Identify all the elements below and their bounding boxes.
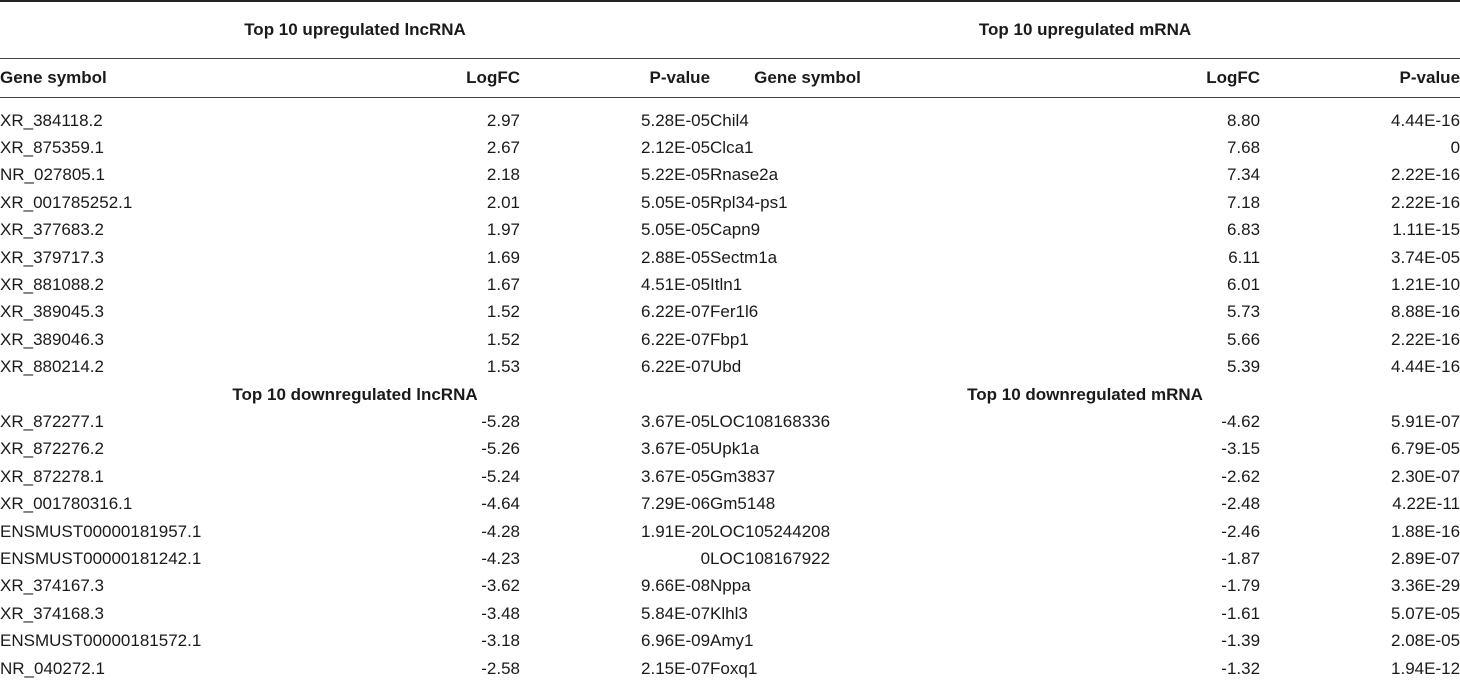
- lncrna-pvalue: 2.15E-07: [641, 658, 711, 678]
- lncrna-logfc: 1.52: [486, 302, 520, 322]
- mrna-gene-symbol: LOC108168336: [710, 411, 831, 431]
- lncrna-pvalue-header: P-value: [520, 59, 710, 98]
- lncrna-logfc: -3.18: [481, 631, 520, 651]
- mrna-logfc: 5.39: [1226, 357, 1261, 377]
- mrna-gene-symbol: LOC108167922: [710, 548, 831, 568]
- mrna-pvalue: 2.22E-16: [1391, 165, 1460, 185]
- table-row: [0, 299, 1460, 326]
- mrna-pvalue: 5.91E-07: [1391, 411, 1460, 431]
- table-row: [0, 217, 1460, 244]
- lncrna-pvalue: 6.22E-07: [641, 357, 711, 377]
- column-header-row: [0, 59, 1460, 98]
- mrna-gene-symbol: Ubd: [710, 357, 742, 377]
- mrna-gene-symbol: Rpl34-ps1: [710, 192, 788, 212]
- lncrna-logfc: -4.23: [481, 548, 520, 568]
- table-row: [0, 627, 1460, 654]
- lncrna-gene-symbol: XR_374168.3: [0, 603, 104, 623]
- lncrna-logfc: -5.26: [481, 439, 520, 459]
- lncrna-gene-symbol: ENSMUST00000181572.1: [0, 631, 202, 651]
- lncrna-gene-symbol: XR_389046.3: [0, 329, 104, 349]
- table-row: [0, 490, 1460, 517]
- mrna-logfc: 7.68: [1226, 138, 1261, 158]
- mrna-gene-symbol: Chil4: [710, 110, 749, 130]
- lncrna-gene-symbol: XR_379717.3: [0, 247, 104, 267]
- mrna-logfc: -1.32: [1221, 658, 1261, 678]
- mrna-logfc: 5.73: [1226, 302, 1261, 322]
- lncrna-gene-symbol: XR_389045.3: [0, 302, 104, 322]
- lncrna-logfc: -4.28: [481, 521, 520, 541]
- lncrna-up-title: Top 10 upregulated lncRNA: [0, 1, 710, 59]
- lncrna-pvalue: 0: [700, 548, 711, 568]
- lncrna-down-title: Top 10 downregulated lncRNA: [232, 384, 478, 404]
- mrna-pvalue: 2.22E-16: [1391, 329, 1460, 349]
- mrna-gene-symbol: Gm5148: [710, 494, 776, 514]
- mrna-up-title: Top 10 upregulated mRNA: [710, 1, 1460, 59]
- mrna-logfc: 7.18: [1226, 192, 1261, 212]
- mrna-gene-symbol: Foxq1: [710, 658, 758, 678]
- lncrna-pvalue: 5.05E-05: [641, 192, 711, 212]
- table-row: [0, 134, 1460, 161]
- lncrna-pvalue: 6.22E-07: [641, 302, 711, 322]
- mrna-logfc: 6.01: [1226, 275, 1261, 295]
- lncrna-gene-symbol: NR_040272.1: [0, 658, 105, 678]
- mrna-pvalue-header: P-value: [1260, 59, 1460, 98]
- mrna-pvalue: 1.94E-12: [1391, 658, 1460, 678]
- lncrna-gene-symbol: ENSMUST00000181242.1: [0, 548, 202, 568]
- lncrna-logfc: 1.52: [486, 329, 520, 349]
- mrna-gene-symbol: Upk1a: [710, 439, 760, 459]
- mrna-pvalue: 5.07E-05: [1391, 603, 1460, 623]
- mrna-logfc: 6.83: [1226, 220, 1261, 240]
- lncrna-gene-symbol: NR_027805.1: [0, 165, 105, 185]
- lncrna-pvalue: 5.22E-05: [641, 165, 711, 185]
- lncrna-pvalue: 3.67E-05: [641, 466, 711, 486]
- mrna-logfc: -3.15: [1221, 439, 1261, 459]
- table-row: [0, 573, 1460, 600]
- lncrna-pvalue: 3.67E-05: [641, 439, 711, 459]
- lncrna-logfc: 1.53: [486, 357, 520, 377]
- lncrna-logfc: 2.97: [486, 110, 520, 130]
- mrna-gene-symbol: Itln1: [710, 275, 743, 295]
- lncrna-pvalue: 5.84E-07: [641, 603, 711, 623]
- mrna-down-title: Top 10 downregulated mRNA: [967, 384, 1203, 404]
- table-row: [0, 189, 1460, 216]
- lncrna-pvalue: 5.28E-05: [641, 110, 711, 130]
- table-row: [0, 107, 1460, 134]
- lncrna-logfc-header: LogFC: [290, 59, 520, 98]
- mrna-gene-symbol: Fbp1: [710, 329, 749, 349]
- mrna-pvalue: 3.74E-05: [1391, 247, 1460, 267]
- mrna-logfc: -1.79: [1221, 576, 1261, 596]
- mrna-logfc: -2.48: [1221, 494, 1261, 514]
- mrna-logfc: 7.34: [1226, 165, 1261, 185]
- lncrna-gene-symbol: XR_881088.2: [0, 275, 104, 295]
- lncrna-logfc: 2.18: [486, 165, 520, 185]
- mrna-gene-symbol: Amy1: [710, 631, 754, 651]
- mrna-logfc: -1.87: [1221, 548, 1261, 568]
- table-title-row: [0, 1, 1460, 59]
- mrna-logfc: 6.11: [1228, 247, 1261, 267]
- lncrna-gene-symbol: ENSMUST00000181957.1: [0, 521, 202, 541]
- mrna-logfc: -1.61: [1221, 603, 1261, 623]
- lncrna-pvalue: 2.12E-05: [641, 138, 711, 158]
- mrna-pvalue: 4.22E-11: [1392, 494, 1460, 514]
- table-row: [0, 655, 1460, 682]
- mrna-gene-symbol: Klhl3: [710, 603, 748, 623]
- mrna-gene-symbol: Clca1: [710, 138, 754, 158]
- mrna-gene-symbol: Nppa: [710, 576, 751, 596]
- lncrna-logfc: 1.69: [486, 247, 520, 267]
- mrna-gene-symbol: Fer1l6: [710, 302, 759, 322]
- mrna-pvalue: 8.88E-16: [1391, 302, 1460, 322]
- mrna-logfc: 5.66: [1226, 329, 1261, 349]
- lncrna-logfc: 1.67: [486, 275, 520, 295]
- downregulated-section-row: [0, 381, 1460, 408]
- table-row: [0, 545, 1460, 572]
- lncrna-pvalue: 4.51E-05: [641, 275, 711, 295]
- lncrna-pvalue: 6.96E-09: [641, 631, 711, 651]
- mrna-pvalue: 1.21E-10: [1391, 275, 1460, 295]
- lncrna-logfc: -2.58: [481, 658, 520, 678]
- mrna-pvalue: 2.89E-07: [1391, 548, 1460, 568]
- mrna-gene-symbol: Capn9: [710, 220, 761, 240]
- spacer-row: [0, 98, 1460, 108]
- lncrna-gene-symbol: XR_001780316.1: [0, 494, 133, 514]
- lncrna-gene-symbol: XR_872276.2: [0, 439, 104, 459]
- lncrna-gene-symbol: XR_001785252.1: [0, 192, 133, 212]
- lncrna-logfc: -5.28: [481, 411, 520, 431]
- table-row: [0, 436, 1460, 463]
- mrna-pvalue: 2.30E-07: [1391, 466, 1460, 486]
- lncrna-gene-symbol: XR_872277.1: [0, 411, 104, 431]
- lncrna-pvalue: 9.66E-08: [641, 576, 711, 596]
- table-row: [0, 244, 1460, 271]
- mrna-pvalue: 4.44E-16: [1391, 357, 1460, 377]
- lncrna-pvalue: 6.22E-07: [641, 329, 711, 349]
- lncrna-logfc: 2.67: [486, 138, 520, 158]
- mrna-logfc: -1.39: [1221, 631, 1261, 651]
- mrna-gene-symbol: Gm3837: [710, 466, 776, 486]
- lncrna-pvalue: 5.05E-05: [641, 220, 711, 240]
- mrna-logfc: -2.46: [1221, 521, 1261, 541]
- table-row: [0, 271, 1460, 298]
- lncrna-gene-symbol: XR_880214.2: [0, 357, 104, 377]
- mrna-logfc: -4.62: [1221, 411, 1261, 431]
- lncrna-logfc: -3.48: [481, 603, 520, 623]
- mrna-pvalue: 0: [1450, 138, 1460, 158]
- mrna-pvalue: 2.08E-05: [1391, 631, 1460, 651]
- lncrna-pvalue: 1.91E-20: [641, 521, 711, 541]
- lncrna-gene-symbol: XR_872278.1: [0, 466, 104, 486]
- table-row: [0, 518, 1460, 545]
- table-row: [0, 354, 1460, 381]
- lncrna-logfc: -5.24: [481, 466, 520, 486]
- lncrna-pvalue: 7.29E-06: [641, 494, 711, 514]
- lncrna-logfc: -4.64: [481, 494, 520, 514]
- mrna-logfc: -2.62: [1221, 466, 1261, 486]
- table-row: [0, 326, 1460, 353]
- mrna-gene-symbol: Rnase2a: [710, 165, 779, 185]
- lncrna-logfc: 1.97: [486, 220, 520, 240]
- mrna-pvalue: 4.44E-16: [1391, 110, 1460, 130]
- mrna-pvalue: 1.88E-16: [1391, 521, 1460, 541]
- mrna-logfc-header: LogFC: [905, 59, 1260, 98]
- table-row: [0, 463, 1460, 490]
- mrna-pvalue: 6.79E-05: [1391, 439, 1460, 459]
- mrna-logfc: 8.80: [1226, 110, 1261, 130]
- lncrna-gene-symbol: XR_374167.3: [0, 576, 104, 596]
- lncrna-logfc: 2.01: [486, 192, 520, 212]
- mrna-gene-symbol: Sectm1a: [710, 247, 778, 267]
- mrna-pvalue: 2.22E-16: [1391, 192, 1460, 212]
- table-row: [0, 600, 1460, 627]
- table-row: [0, 408, 1460, 435]
- lncrna-gene-symbol-header: Gene symbol: [0, 59, 290, 98]
- lncrna-gene-symbol: XR_875359.1: [0, 138, 104, 158]
- lncrna-gene-symbol: XR_384118.2: [0, 110, 103, 130]
- mrna-pvalue: 3.36E-29: [1391, 576, 1460, 596]
- lncrna-pvalue: 2.88E-05: [641, 247, 711, 267]
- table-row: [0, 162, 1460, 189]
- lncrna-gene-symbol: XR_377683.2: [0, 220, 104, 240]
- mrna-pvalue: 1.11E-15: [1392, 220, 1460, 240]
- mrna-gene-symbol: LOC105244208: [710, 521, 831, 541]
- lncrna-logfc: -3.62: [481, 576, 520, 596]
- lncrna-pvalue: 3.67E-05: [641, 411, 711, 431]
- mrna-gene-symbol-header: Gene symbol: [710, 59, 905, 98]
